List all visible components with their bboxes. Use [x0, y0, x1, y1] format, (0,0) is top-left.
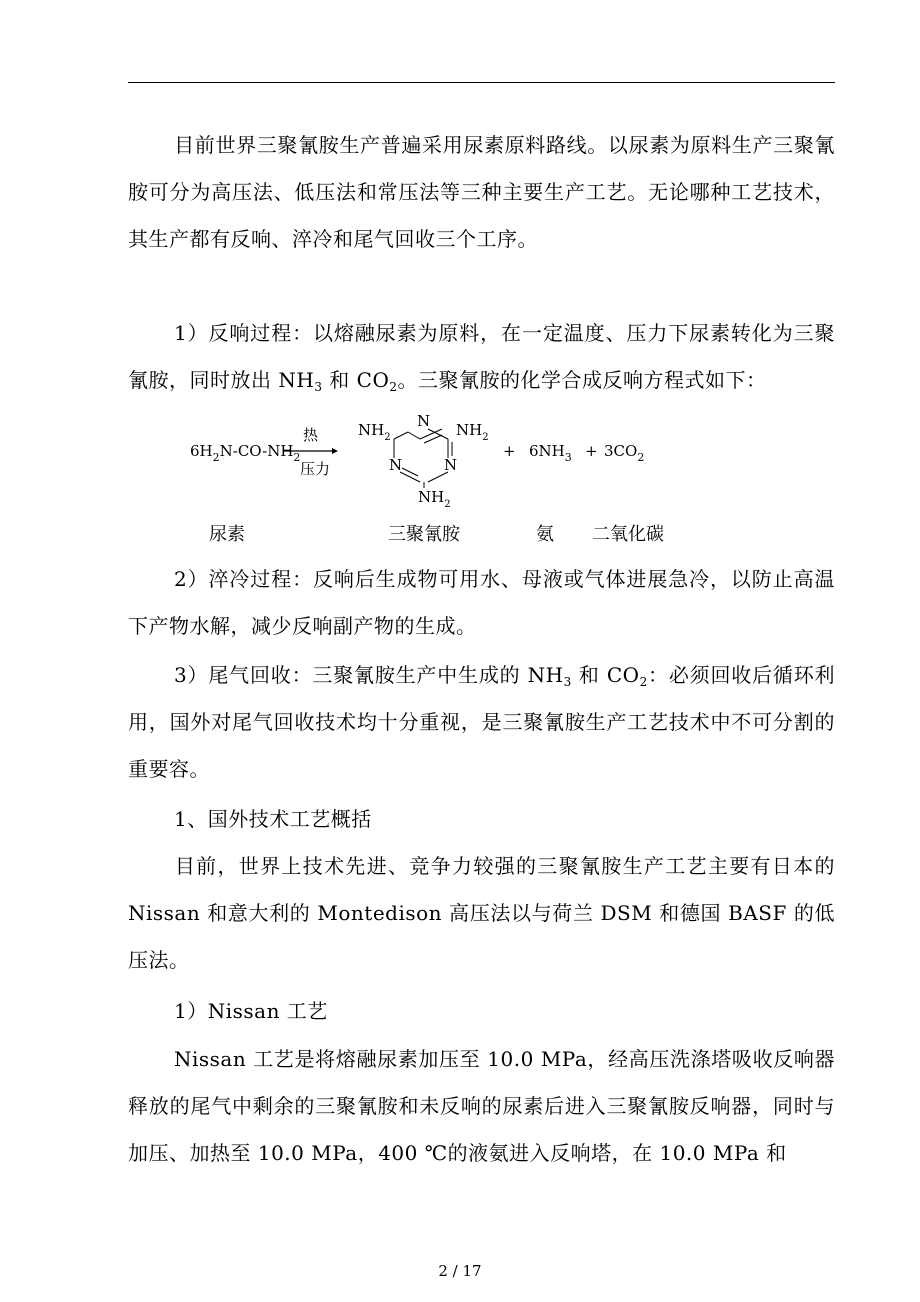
label-ammonia: 氨 — [536, 524, 554, 545]
product-co2: $3CO_2$ — [604, 442, 645, 464]
condition-heat: 热 — [303, 426, 319, 444]
label-melamine: 三聚氰胺 — [388, 524, 460, 545]
amine-left: $NH_2$ — [358, 421, 391, 443]
label-co2: 二氧化碳 — [592, 524, 664, 545]
reactant-formula: $6H_2N-CO-NH_2$ — [190, 442, 301, 464]
header-rule — [128, 82, 835, 83]
subsection-heading: 1）Nissan 工艺 — [174, 999, 328, 1023]
condition-pressure: 压力 — [300, 460, 331, 478]
paragraph-tailgas: 3）尾气回收：三聚氰胺生产中生成的 $NH_3$ 和 $CO_2$：必须回收后循环利用，国外对尾气回收技术均十分重视，是三聚氰胺生产工艺技术中不可分割的重要容。 — [128, 663, 835, 781]
page-number: 2 / 17 — [438, 1262, 482, 1280]
product-ammonia: $6NH_3$ — [529, 442, 572, 464]
equation-graphic — [180, 398, 680, 518]
ring-nitrogen-right: N — [444, 456, 458, 474]
plus-sign-1: + — [503, 442, 516, 460]
chemical-equation — [180, 398, 680, 518]
section-heading: 1、国外技术工艺概括 — [174, 807, 372, 831]
amine-bottom: $NH_2$ — [418, 488, 451, 510]
label-urea: 尿素 — [209, 524, 245, 545]
ring-nitrogen-left: N — [389, 456, 403, 474]
paragraph-quench: 2）淬冷过程：反响后生成物可用水、母液或气体进展急冷，以防止高温下产物水解，减少反响副产物的生成。 — [128, 567, 835, 638]
arrow-head-icon — [332, 448, 338, 454]
paragraph-overview: 目前，世界上技术先进、竞争力较强的三聚氰胺生产工艺主要有日本的 Nissan 和意大利的 Montedison 高压法以与荷兰 DSM 和德国 BASF 的低压法。 — [128, 854, 835, 972]
amine-right: $NH_2$ — [456, 421, 489, 443]
paragraph-nissan: Nissan 工艺是将熔融尿素加压至 10.0 MPa，经高压洗涤塔吸收反响器释放的尾气中剩余的三聚氰胺和未反响的尿素后进入三聚氰胺反响器，同时与加压、加热至 10.0 MPa，400 ℃的液氨进入反响塔，在 10.0 MPa 和 — [128, 1047, 835, 1165]
paragraph-reaction: 1）反响过程：以熔融尿素为原料，在一定温度、压力下尿素转化为三聚氰胺，同时放出 $NH_3$ 和 $CO_2$。三聚氰胺的化学合成反响方程式如下： — [128, 321, 835, 394]
ring-nitrogen-top: N — [417, 412, 431, 430]
paragraph-intro: 目前世界三聚氰胺生产普遍采用尿素原料路线。以尿素为原料生产三聚氰胺可分为高压法、低压法和常压法等三种主要生产工艺。无论哪种工艺技术，其生产都有反响、淬冷和尾气回收三个工序。 — [128, 133, 835, 251]
plus-sign-2: + — [585, 442, 598, 460]
